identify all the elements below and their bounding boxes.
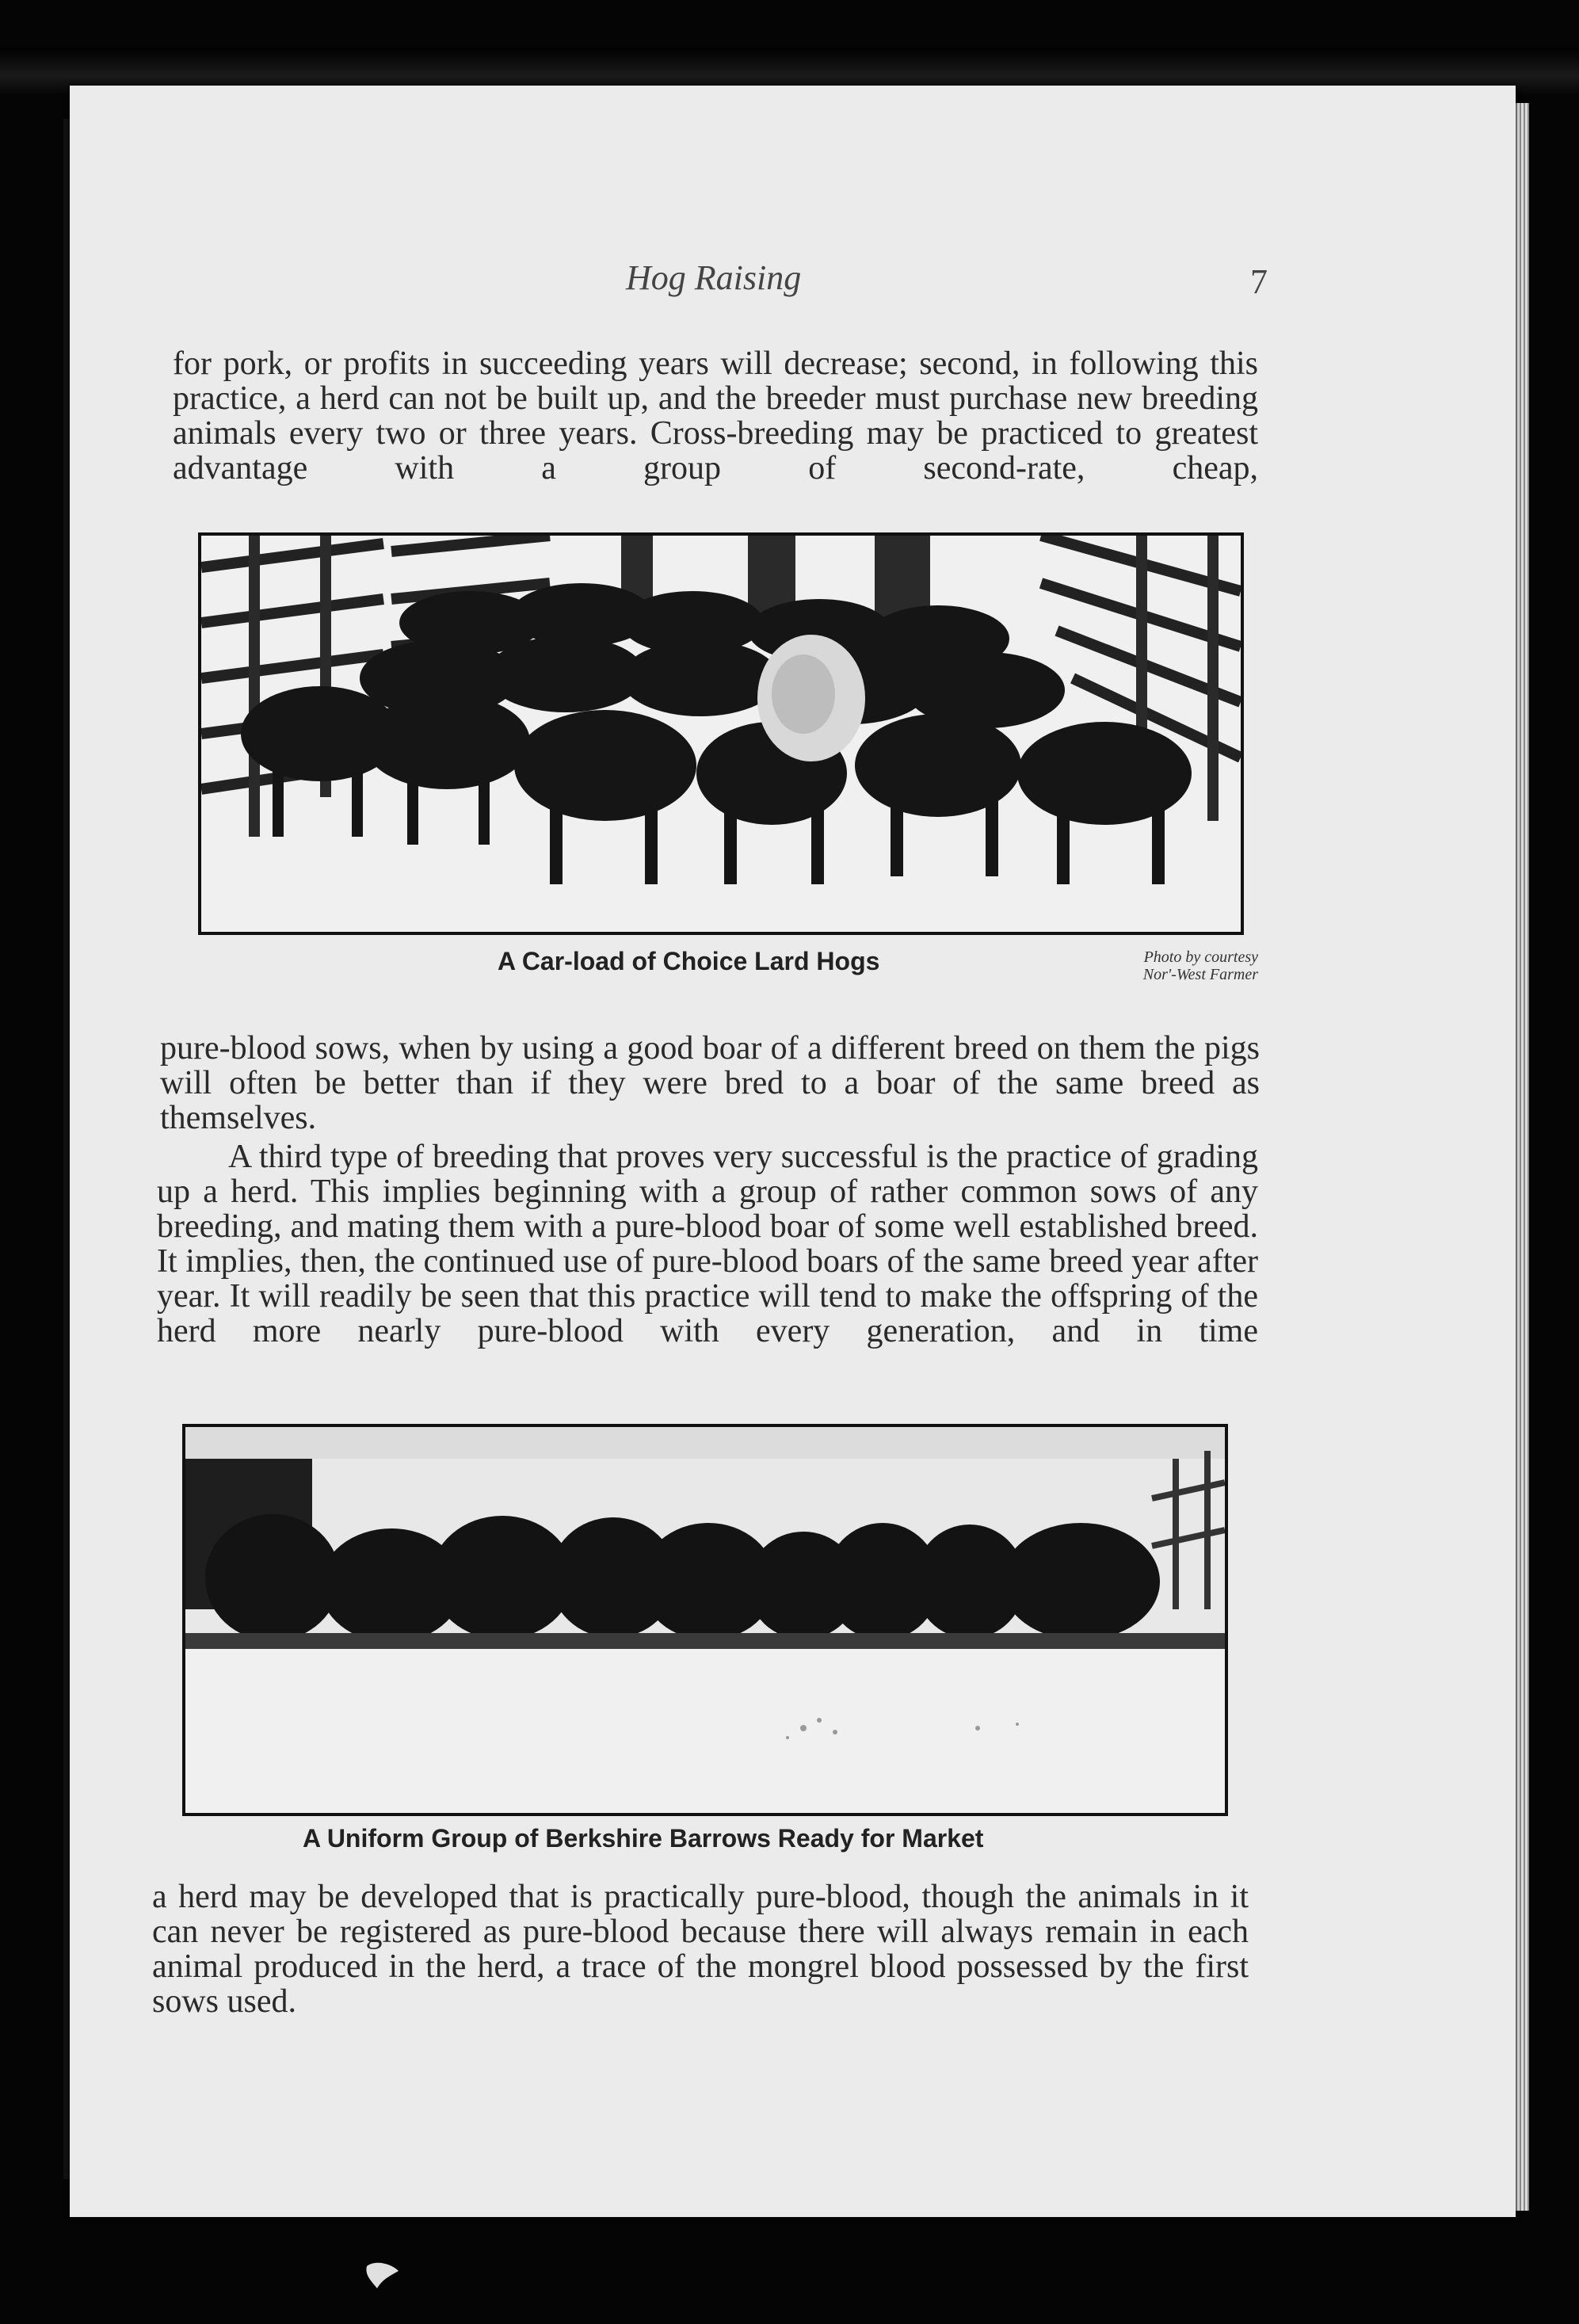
caption-berkshire-barrows: A Uniform Group of Berkshire Barrows Ready for Market: [303, 1824, 984, 1853]
paragraph-4: a herd may be developed that is practically pure-blood, though the animals in it can never be registered as pure-blood because there will always remain in each animal produced in the herd, a trace of the mongrel blood possessed by the first sows used.: [152, 1879, 1249, 2020]
photo-credit: [1044, 948, 1258, 983]
caption-lard-hogs: A Car-load of Choice Lard Hogs: [498, 947, 880, 975]
scan-artifact-mark: [363, 2260, 402, 2292]
running-header: Hog Raising: [626, 258, 802, 297]
credit-line-1: Photo by courtesy: [1143, 948, 1258, 966]
paragraph-3: A third type of breeding that proves very successful is the practice of grading up a herd. This implies beginning with a group of rather common sows of any breeding, and mating them with a pure-blood boar of some well established breed. It implies, then, the continued use of pure-blood boars of the same breed year after year. It will readily be seen that this practice will tend to make the offspring of the herd more nearly pure-blood with every generation, and in time: [157, 1139, 1258, 1349]
barrows-illustration: [185, 1427, 1225, 1813]
paragraph-2: pure-blood sows, when by using a good boar of a different breed on them the pigs will often be better than if they were bred to a boar of the same breed as themselves.: [160, 1030, 1260, 1136]
photo-lard-hogs: [198, 532, 1244, 935]
hogs-illustration: [201, 536, 1241, 932]
page-number: 7: [1250, 262, 1268, 301]
photo-berkshire-barrows: [182, 1424, 1228, 1816]
binding-edge: [63, 119, 70, 2179]
paragraph-1: for pork, or profits in succeeding years will decrease; second, in following this practice, a herd can not be built up, and the breeder must purchase new breeding animals every two or three years. Cross-breeding may be practiced to greatest advantage with a group of second-rate, cheap,: [173, 345, 1258, 487]
credit-line-2: Nor'-West Farmer: [1142, 966, 1258, 983]
